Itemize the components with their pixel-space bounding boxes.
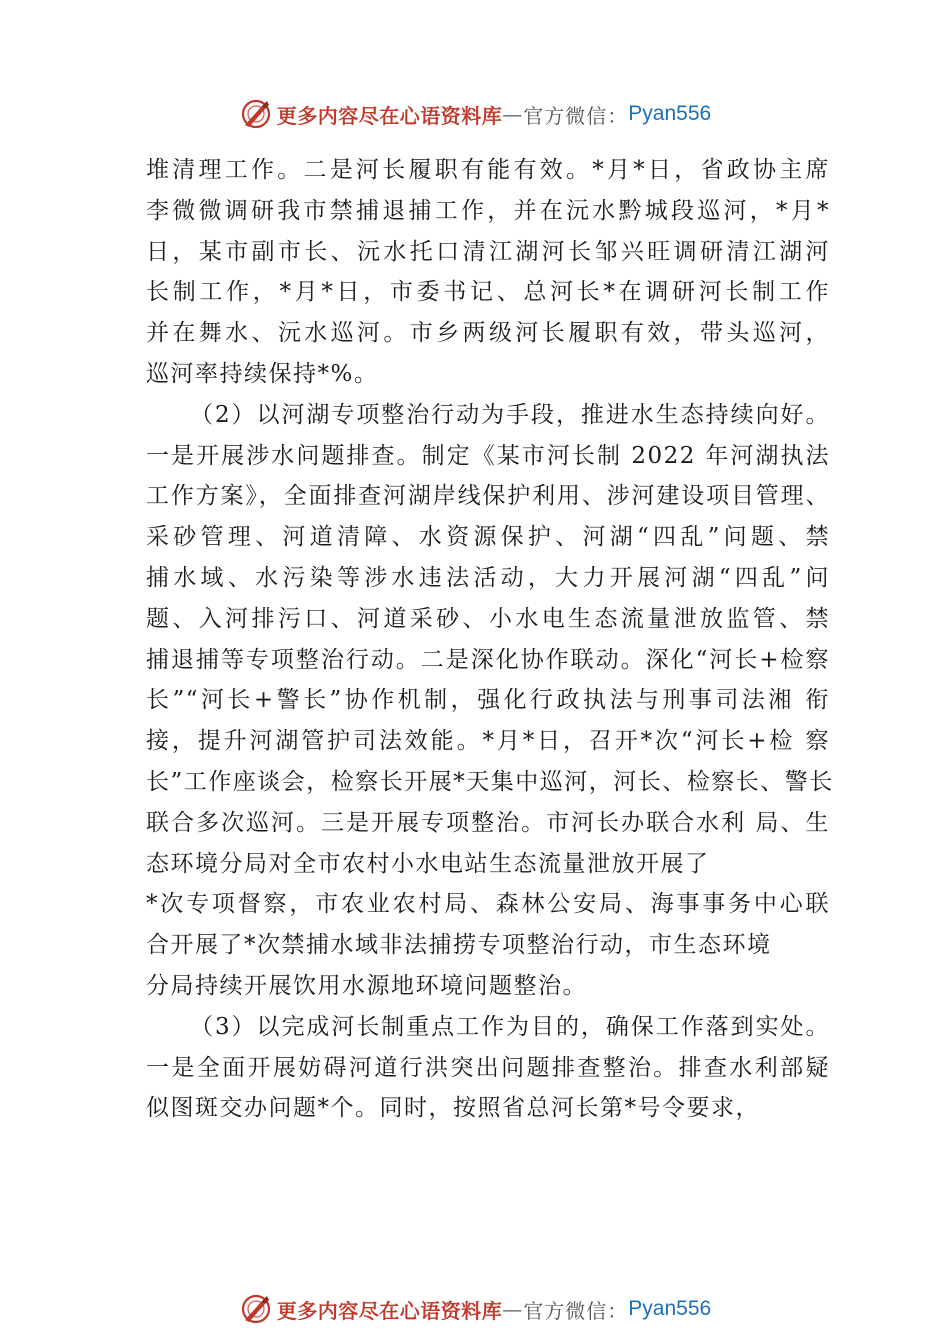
- text-line: 巡河率持续保持*%。: [146, 360, 379, 387]
- text-line: 态环境分局对全市农村小水电站生态流量泄放开展了: [146, 850, 710, 877]
- text-line: 长”工作座谈会，检察长开展*天集中巡河，河长、检察长、警长: [146, 768, 834, 795]
- text-line: 似图斑交办问题*个。同时，按照省总河长第*号令要求，: [146, 1095, 760, 1122]
- text-line: 长制工作，*月*日，市委书记、总河长*在调研河长制工作: [146, 279, 830, 306]
- pen-logo-icon: [239, 97, 273, 131]
- footer-banner: [0, 1289, 950, 1329]
- text-line: 合开展了*次禁捕水域非法捕捞专项整治行动，市生态环境: [146, 932, 772, 959]
- pen-logo-icon: [239, 1292, 273, 1326]
- text-line: 一是开展涉水问题排查。制定《某市河长制 2022 年河湖执法: [146, 442, 830, 469]
- document-body: [146, 150, 834, 1129]
- text-line: 李微微调研我市禁捕退捕工作，并在沅水黔城段巡河，*月*: [146, 197, 830, 224]
- text-line: 接，提升河湖管护司法效能。*月*日，召开*次“河长+检 察: [146, 728, 830, 755]
- text-line: 堆清理工作。二是河长履职有能有效。*月*日，省政协主席: [146, 157, 830, 183]
- paragraph-heading: （3）以完成河长制重点工作为目的，确保工作落到实处。: [190, 1013, 830, 1040]
- banner-wechat-label: 官方微信：: [523, 1298, 629, 1323]
- text-line: 并在舞水、沅水巡河。市乡两级河长履职有效，带头巡河，: [146, 320, 830, 347]
- text-line: 采砂管理、河道清障、水资源保护、河湖“四乱”问题、禁: [146, 524, 830, 551]
- header-banner: [0, 94, 950, 134]
- text-line: 工作方案》，全面排查河湖岸线保护利用、涉河建设项目管理、: [146, 483, 830, 510]
- banner-source-text: 更多内容尽在心语资料库: [276, 1298, 503, 1323]
- banner-wechat-id: Pyan556: [628, 102, 712, 125]
- banner-dash: —: [502, 1297, 524, 1321]
- text-line: 题、入河排污口、河道采砂、小水电生态流量泄放监管、禁: [146, 605, 830, 632]
- banner-wechat-id: Pyan556: [628, 1297, 712, 1320]
- text-line: 捕水域、水污染等涉水违法活动，大力开展河湖“四乱”问: [146, 564, 830, 591]
- text-line: 一是全面开展妨碍河道行洪突出问题排查整治。排查水利部疑: [146, 1054, 830, 1081]
- text-line: 日，某市副市长、沅水托口清江湖河长邹兴旺调研清江湖河: [146, 238, 830, 265]
- banner-dash: —: [502, 102, 524, 126]
- text-line: 捕退捕等专项整治行动。二是深化协作联动。深化“河长+检察: [146, 646, 830, 673]
- banner-source-text: 更多内容尽在心语资料库: [276, 103, 503, 128]
- banner-wechat-label: 官方微信：: [523, 103, 629, 128]
- text-line: 联合多次巡河。三是开展专项整治。市河长办联合水利 局、生: [146, 809, 830, 836]
- text-line: *次专项督察，市农业农村局、森林公安局、海事事务中心联: [146, 891, 830, 918]
- paragraph-heading: （2）以河湖专项整治行动为手段，推进水生态持续向好。: [190, 401, 830, 428]
- text-line: 长”“河长+警长”协作机制，强化行政执法与刑事司法湘 衔: [146, 687, 830, 714]
- text-line: 分局持续开展饮用水源地环境问题整治。: [146, 972, 587, 999]
